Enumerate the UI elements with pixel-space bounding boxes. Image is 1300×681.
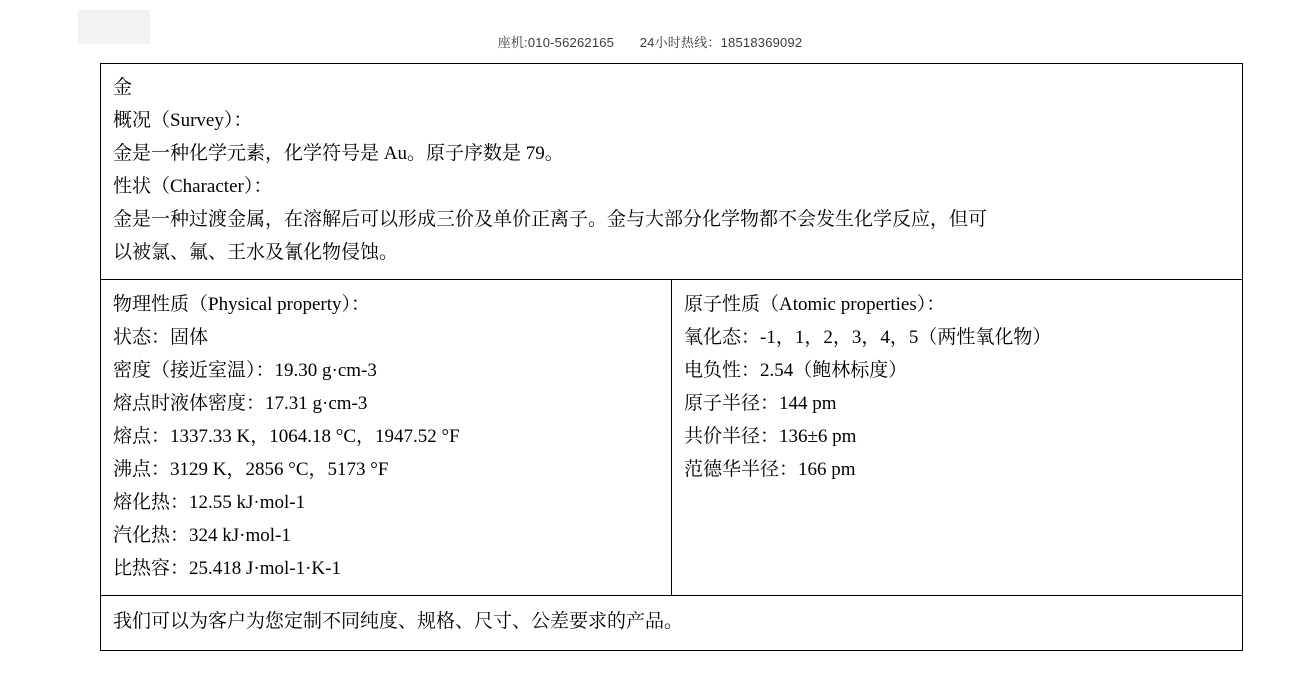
hotline-label: 24小时热线：18518369092 — [639, 35, 803, 50]
survey-heading: 概况（Survey）： — [113, 110, 253, 131]
atomic-property-cell — [672, 280, 1243, 596]
element-title: 金 — [113, 77, 133, 98]
physical-property-cell — [101, 280, 672, 596]
physical-heading: 物理性质（Physical property）： — [113, 294, 371, 315]
footer-note-cell — [101, 596, 1243, 651]
character-text-line-1: 金是一种过渡金属，在溶解后可以形成三价及单价正离子。金与大部分化学物都不会发生化学反应，但可 — [113, 209, 988, 230]
survey-text: 金是一种化学元素，化学符号是 Au。原子序数是 79。 — [113, 143, 564, 164]
physical-row: 比热容：25.418 J·mol-1·K-1 — [113, 558, 341, 579]
physical-row: 熔化热：12.55 kJ·mol-1 — [113, 492, 306, 513]
physical-row: 熔点时液体密度：17.31 g·cm-3 — [113, 393, 368, 414]
physical-row: 沸点：3129 K，2856 °C，5173 °F — [113, 459, 389, 480]
table-row-footer — [101, 596, 1243, 651]
atomic-row: 范德华半径：166 pm — [684, 459, 856, 480]
physical-row: 密度（接近室温）：19.30 g·cm-3 — [113, 360, 377, 381]
header-contact-info — [0, 32, 1300, 51]
physical-row: 汽化热：324 kJ·mol-1 — [113, 525, 291, 546]
atomic-heading: 原子性质（Atomic properties）： — [684, 294, 946, 315]
character-heading: 性状（Character）： — [113, 176, 273, 197]
footer-note: 我们可以为客户为您定制不同纯度、规格、尺寸、公差要求的产品。 — [113, 611, 684, 632]
table-row-overview — [101, 64, 1243, 280]
character-text-line-2: 以被氯、氟、王水及氰化物侵蚀。 — [113, 242, 399, 263]
atomic-row: 电负性：2.54（鲍林标度） — [684, 360, 908, 381]
physical-row: 状态：固体 — [113, 327, 209, 348]
phone-label: 座机:010-56262165 — [497, 35, 615, 50]
table-row-properties — [101, 280, 1243, 596]
atomic-row: 共价半径：136±6 pm — [684, 426, 857, 447]
atomic-row: 氧化态：-1，1，2，3，4，5（两性氧化物） — [684, 327, 1052, 348]
element-info-table — [100, 63, 1243, 651]
overview-cell — [101, 64, 1243, 280]
atomic-row: 原子半径：144 pm — [684, 393, 837, 414]
physical-row: 熔点：1337.33 K，1064.18 °C，1947.52 °F — [113, 426, 460, 447]
